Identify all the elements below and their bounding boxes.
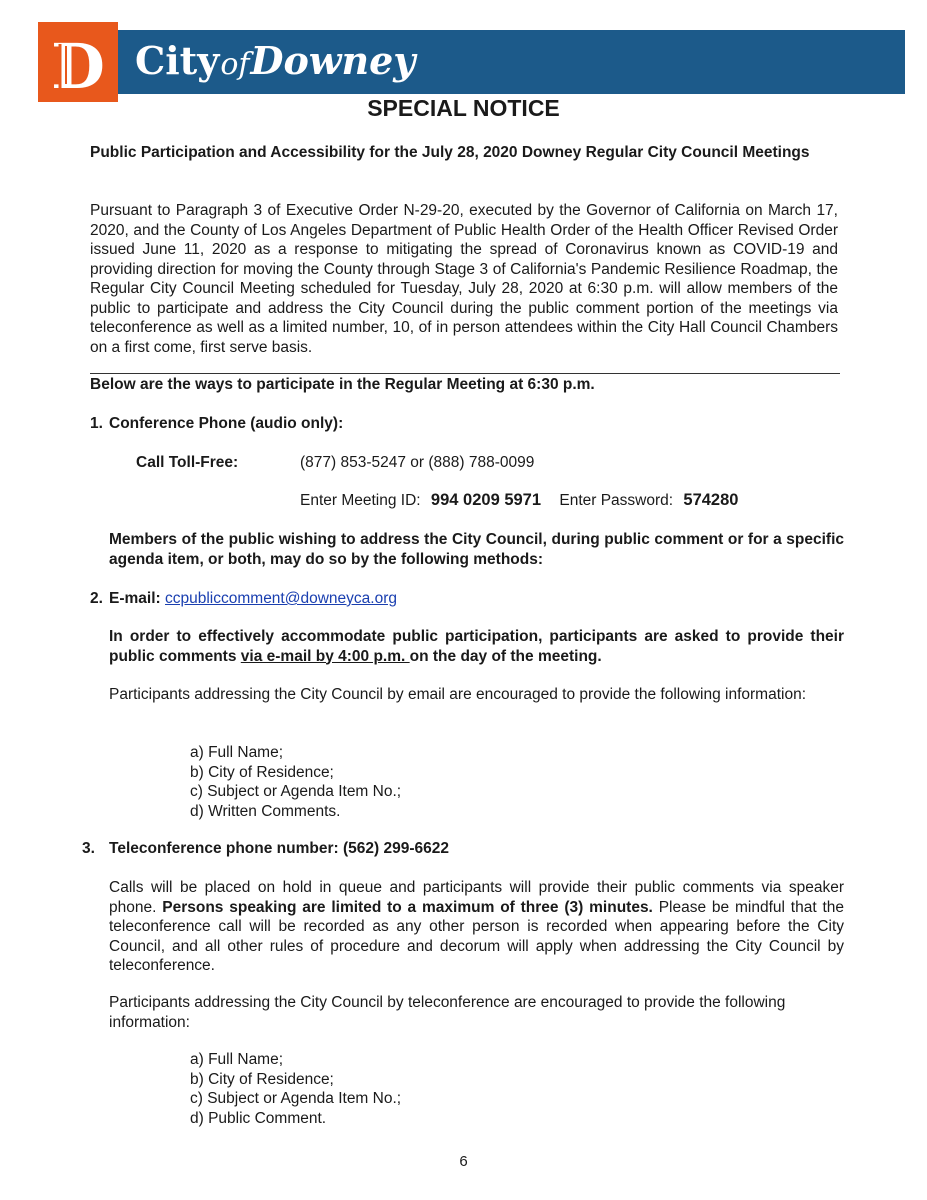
email-line [109,589,397,609]
toll-free-label: Call Toll-Free: [136,454,239,471]
wordmark-downey: Downey [250,38,416,83]
intro-paragraph: Pursuant to Paragraph 3 of Executive Order N-29-20, executed by the Governor of California on March 17, 2020, and the County of Los Angeles Department of Public Health Order of the Health Officer Revised Order issued June 11, 2020 as a response to mitigating the spread of Coronavirus known as COVID-19 and providing direction for moving the County through Stage 3 of California's Pandemic Resilience Roadmap, the Regular City Council Meeting scheduled for Tuesday, July 28, 2020 at 6:30 p.m. will allow members of the public to participate and address the City Council during the public comment portion of the meetings via teleconference as well as a limited number, 10, of in person attendees within the City Hall Council Chambers on a first come, first serve basis. [90,202,838,356]
accommodate-text [109,627,844,666]
methods-text: Members of the public wishing to address the City Council, during public comment or for a specific agenda item, or both, may do so by the following methods: [109,531,844,568]
page-title: SPECIAL NOTICE [367,95,560,121]
calls-paragraph [109,878,844,976]
ways-heading: Below are the ways to participate in the Regular Meeting at 6:30 p.m. [90,376,595,393]
calls-post: Please be mindful that the teleconference call will be recorded as any other person is recorded when appearing before the City Council, and all other rules of procedure and decorum will apply when addressing the City Council by teleconference. [109,898,844,974]
city-logo [38,22,118,102]
meeting-id: 994 0209 5971 [430,491,542,509]
calls-limit: Persons speaking are limited to a maximum of three (3) minutes. [162,898,653,916]
meeting-id-label: Enter Meeting ID: [300,492,421,509]
wordmark-city: City [135,38,220,83]
phone-encourage-text: Participants addressing the City Council by teleconference are encouraged to provide the following information: [109,994,786,1031]
list-item: b) City of Residence; [190,763,334,781]
accommodate-post: on the day of the meeting. [409,647,602,665]
list-item: c) Subject or Agenda Item No.; [190,1090,402,1107]
list-item: d) Public Comment. [190,1109,327,1127]
list-item: a) Full Name; [190,744,284,761]
divider [90,373,840,374]
list-item: b) City of Residence; [190,1070,334,1088]
city-name-wordmark [135,36,415,86]
email-info-list [190,743,401,821]
section1-number: 1. [90,415,103,432]
calls-pre: Calls will be placed on hold in queue and participants will provide their public comments via speaker phone. [109,879,844,916]
email-encourage-text: Participants addressing the City Council by email are encouraged to provide the following information: [109,686,807,703]
downey-d-logo-icon [38,22,118,102]
svg-text:D: D [51,30,105,102]
notice-subtitle: Public Participation and Accessibility for the July 28, 2020 Downey Regular City Council Meetings [90,144,810,161]
toll-free-numbers: (877) 853-5247 or (888) 788-0099 [300,454,535,471]
list-item: c) Subject or Agenda Item No.; [190,783,402,800]
list-item: a) Full Name; [190,1051,284,1068]
page-number: 6 [459,1153,468,1170]
section2-number: 2. [90,590,103,607]
wordmark-of: of [220,47,250,82]
meeting-credentials [300,491,738,511]
section1-heading: Conference Phone (audio only): [109,415,344,432]
accommodate-deadline: via e-mail by 4:00 p.m. [240,647,410,665]
email-label: E-mail: [109,590,161,607]
password-label: Enter Password: [559,492,674,509]
phone-info-list [190,1050,401,1128]
section3-heading: Teleconference phone number: (562) 299-6622 [109,840,449,857]
accommodate-pre: In order to effectively accommodate public participation, participants are asked to provide their public comments [109,628,844,665]
password: 574280 [683,491,739,509]
section3-number: 3. [82,840,95,857]
list-item: d) Written Comments. [190,802,341,820]
email-link[interactable]: ccpubliccomment@downeyca.org [165,590,397,607]
